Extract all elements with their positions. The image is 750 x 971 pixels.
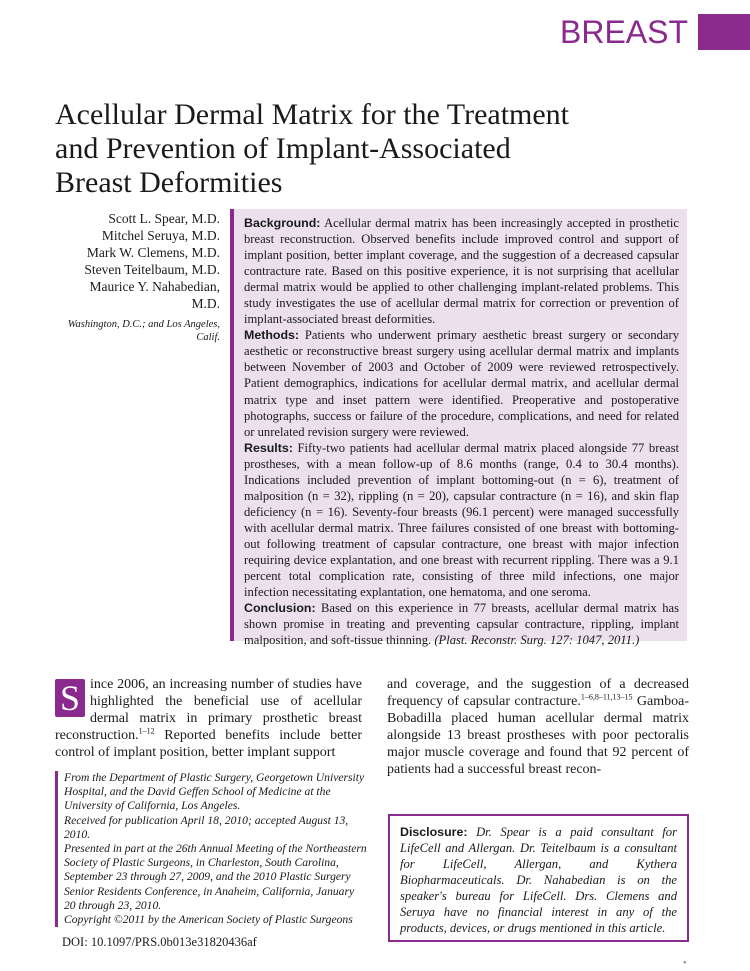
author-list bbox=[40, 210, 220, 344]
doi-link[interactable]: DOI: 10.1097/PRS.0b013e31820436af bbox=[62, 935, 257, 949]
page-mark: • bbox=[683, 958, 687, 969]
abstract-text: Fifty-two patients had acellular dermal matrix placed alongside 77 breast prostheses, with a mean follow-up of 8.6 months (range, 0.4 to 30.4 months). Indications included prevention of implant bottoming-out (n = 6), treatment of malposition (n = 32), rippling (n = 20), capsular contracture (n = 16), and skin flap deficiency (n = 16). Seventy-four breasts (96.1 percent) were managed successfully with acellular dermal matrix. Three failures consisted of one breast with bottoming-out following treatment of capsular contracture, one breast with major infection requiring device explantation, and one breast with recurrent rippling. There was a 9.1 percent total complication rate, consisting of three mild infections, one major infection necessitating explantation, one hematoma, and one seroma. bbox=[244, 440, 679, 600]
author-name: M.D. bbox=[191, 296, 220, 311]
abstract-heading: Background: bbox=[244, 216, 321, 230]
author-name: Scott L. Spear, M.D. bbox=[108, 211, 220, 226]
disclosure-heading: Disclosure: bbox=[400, 825, 468, 839]
body-column-left bbox=[55, 676, 362, 761]
title-line: Acellular Dermal Matrix for the Treatment bbox=[55, 98, 570, 131]
abstract-box bbox=[230, 209, 687, 648]
footnote-line: Copyright ©2011 by the American Society of Plastic Surgeons bbox=[64, 913, 353, 927]
footnote-line: From the Department of Plastic Surgery, Georgetown University Hospital, and the David Geffen School of Medicine at the University of California, Los Angeles. bbox=[64, 771, 365, 813]
reference-marker[interactable]: 1–12 bbox=[138, 726, 155, 736]
body-text: and coverage, and the suggestion of a decreased frequency of capsular contracture. bbox=[387, 677, 689, 709]
disclosure-text: Dr. Spear is a paid consultant for LifeCell and Allergan. Dr. Teitelbaum is a consultant for LifeCell, Allergan, and Kythera Biopharmaceuticals. Dr. Nahabedian is on the speaker's bureau for LifeCell. Drs. Clemens and Seruya have no financial interest in any of the products, devices, or drugs mentioned in this article. bbox=[400, 825, 677, 935]
body-text: Gamboa-Bobadilla placed human acellular dermal matrix alongside 13 breast prostheses with poor pectoralis major muscle coverage and found that 92 percent of patients had a successful breast recon- bbox=[387, 694, 690, 777]
author-name: Steven Teitelbaum, M.D. bbox=[84, 262, 220, 277]
affiliation-line: Calif. bbox=[196, 332, 220, 343]
disclosure-box bbox=[388, 814, 689, 942]
abstract-text: Acellular dermal matrix has been increasingly accepted in prosthetic breast reconstruction. Observed benefits include improved control and support of implant position, better implant coverage, and the suggestion of a decreased capsular contracture rate. Based on this positive experience, it is not surprising that acellular dermal matrix would be applied to other challenging implant-related problems. This study investigates the use of acellular dermal matrix for correction or prevention of implant-associated breast deformities. bbox=[244, 216, 679, 327]
section-accent-bar bbox=[698, 14, 750, 50]
body-column-right bbox=[387, 676, 689, 778]
body-text: Reported benefits include better control of implant position, better implant support bbox=[55, 728, 362, 760]
section-label: BREAST bbox=[560, 14, 689, 50]
abstract-heading: Methods: bbox=[244, 328, 300, 343]
article-title bbox=[55, 98, 655, 200]
abstract-conclusion bbox=[244, 600, 679, 648]
title-line: and Prevention of Implant-Associated bbox=[55, 132, 511, 165]
abstract-results bbox=[244, 440, 679, 600]
section-banner bbox=[560, 14, 688, 50]
author-affiliation bbox=[40, 318, 220, 344]
body-text: ince 2006, an increasing number of studies have highlighted the beneficial use of acellular dermal matrix in primary prosthetic breast reconstruction. bbox=[55, 677, 362, 743]
abstract-text: Patients who underwent primary aesthetic breast surgery or secondary aesthetic or reconstructive breast surgery using acellular dermal matrix and implants between November of 2003 and October of 2009 were reviewed retrospectively. Patient demographics, indications for acellular dermal matrix, and acellular dermal matrix type and inset pattern were identified. Preoperative and postoperative photographs, success or failure of the procedure, complications, and need for related or unrelated revision surgery were reviewed. bbox=[244, 328, 679, 439]
abstract-heading: Conclusion: bbox=[244, 601, 316, 616]
abstract-methods bbox=[244, 327, 679, 439]
article-footnote bbox=[55, 771, 367, 927]
author-name: Mitchel Seruya, M.D. bbox=[101, 228, 220, 243]
abstract-heading: Results: bbox=[244, 440, 293, 455]
footnote-line: Presented in part at the 26th Annual Meeting of the Northeastern Society of Plastic Surgeons, in Charleston, South Carolina, September 23 through 27, 2009, and the 2010 Plastic Surgery Senior Residents Conference, in Anaheim, California, January 20 through 23, 2010. bbox=[64, 842, 367, 912]
reference-marker[interactable]: 1–6,8–11,13–15 bbox=[580, 692, 633, 702]
abstract-background bbox=[244, 215, 679, 327]
abstract-text: Based on this experience in 77 breasts, acellular dermal matrix has shown promise in treating and preventing capsular contracture, rippling, implant malposition, and soft-tissue thinning. bbox=[244, 601, 679, 648]
drop-cap: S bbox=[55, 679, 85, 717]
author-name: Maurice Y. Nahabedian, bbox=[89, 279, 220, 294]
affiliation-line: Washington, D.C.; and Los Angeles, bbox=[67, 319, 220, 330]
footnote-line: Received for publication April 18, 2010; accepted August 13, 2010. bbox=[64, 813, 349, 841]
title-line: Breast Deformities bbox=[55, 166, 283, 199]
author-name: Mark W. Clemens, M.D. bbox=[86, 245, 220, 260]
abstract-citation: (Plast. Reconstr. Surg. 127: 1047, 2011.) bbox=[434, 633, 640, 648]
